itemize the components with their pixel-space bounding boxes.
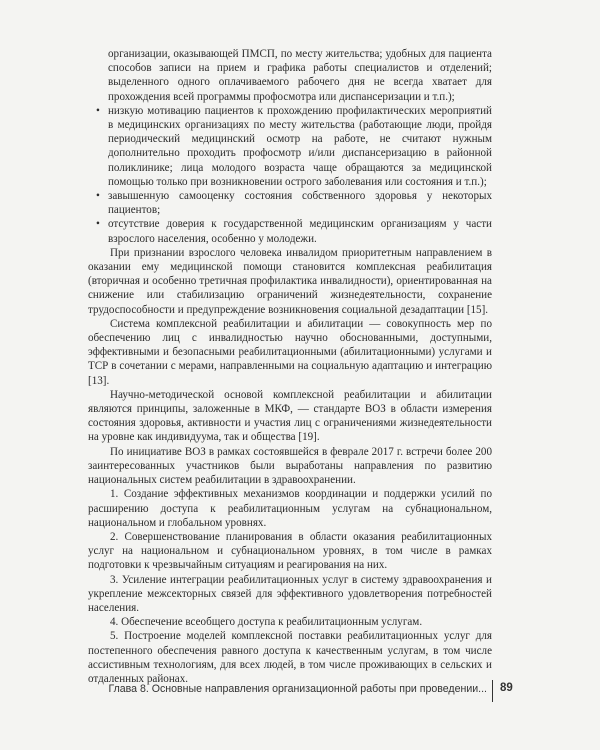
numbered-item: 1. Создание эффективных механизмов координации и поддержки усилий по расширению доступа к реабилитационным услугам на субнациональном, национальном и глобальном уровнях.: [88, 488, 492, 529]
numbered-item: 3. Усиление интеграции реабилитационных услуг в систему здравоохранения и укрепление межсекторных связей для эффективного удовлетворения потребностей населения.: [88, 573, 492, 614]
body-paragraph: Научно-методической основой комплексной реабилитации и абилитации являются принципы, заложенные в МКФ, — стандарте ВОЗ в области измерения состояния здоровья, активности и участия лиц с ограничениями жизнедеятельности на уровне как индивидуума, так и общества [19].: [88, 388, 492, 444]
bullet-list: [88, 104, 492, 246]
bullet-item: • завышенную самооценку состояния собственного здоровья у некоторых пациентов;: [108, 189, 492, 217]
body-paragraph: При признании взрослого человека инвалидом приоритетным направлением в оказании ему медицинской помощи становится комплексная реабилитация (вторичная и особенно третичная профилактика инвалидности), ориентированная на снижение или стабилизацию ограничений жизнедеятельности, сохранение трудоспособности и предупреждение возникновения социальной дезадаптации [15].: [88, 246, 492, 316]
running-chapter-title: Глава 8. Основные направления организационной работы при проведении...: [108, 683, 487, 695]
bullet-item: • отсутствие доверия к государственной медицинским организациям у части взрослого населения, особенно у молодежи.: [108, 217, 492, 245]
page-body: [88, 47, 492, 686]
bullet-item: • низкую мотивацию пациентов к прохождению профилактических мероприятий в медицинских организациях по месту жительства (работающие люди, пройдя периодический медицинский осмотр на работе, не считают нужным дополнительно проходить профосмотр и/или диспансеризацию в районной поликлинике; лица молодого возраста чаще обращаются за медицинской помощью только при возникновении острого заболевания или состояния и т.п.);: [108, 104, 492, 189]
numbered-item: 5. Построение моделей комплексной поставки реабилитационных услуг для постепенного обеспечения равного доступа к качественным услугам, в том числе ассистивным технологиям, для всех людей, в том числе проживающих в сельских и отдаленных районах.: [88, 630, 492, 685]
continuation-paragraph: организации, оказывающей ПМСП, по месту жительства; удобных для пациента способов записи на прием и графика работы специалистов и отделений; выделенного одного оплачиваемого рабочего дня не всегда хватает для прохождения всей программы профосмотра или диспансеризации и т.п.);: [108, 48, 492, 103]
body-paragraph: По инициативе ВОЗ в рамках состоявшейся в феврале 2017 г. встречи более 200 заинтересованных участников были выработаны направления по развитию национальных систем реабилитации в здравоохранении.: [88, 445, 492, 487]
body-paragraph: Система комплексной реабилитации и абилитации — совокупность мер по обеспечению лиц с инвалидностью научно обоснованными, доступными, эффективными и безопасными реабилитационными (абилитационными) услугами и ТСР в сочетании с мерами, направленными на социальную адаптацию и интеграцию [13].: [88, 317, 492, 387]
page-number: 89: [500, 682, 513, 694]
footer-divider: [492, 680, 493, 702]
page-footer: [0, 680, 600, 702]
numbered-item: 4. Обеспечение всеобщего доступа к реабилитационным услугам.: [110, 616, 423, 629]
numbered-item: 2. Совершенствование планирования в области оказания реабилитационных услуг на национальном и субнациональном уровнях, в том числе в рамках подготовки к чрезвычайным ситуациям и реагирования на них.: [88, 530, 492, 572]
